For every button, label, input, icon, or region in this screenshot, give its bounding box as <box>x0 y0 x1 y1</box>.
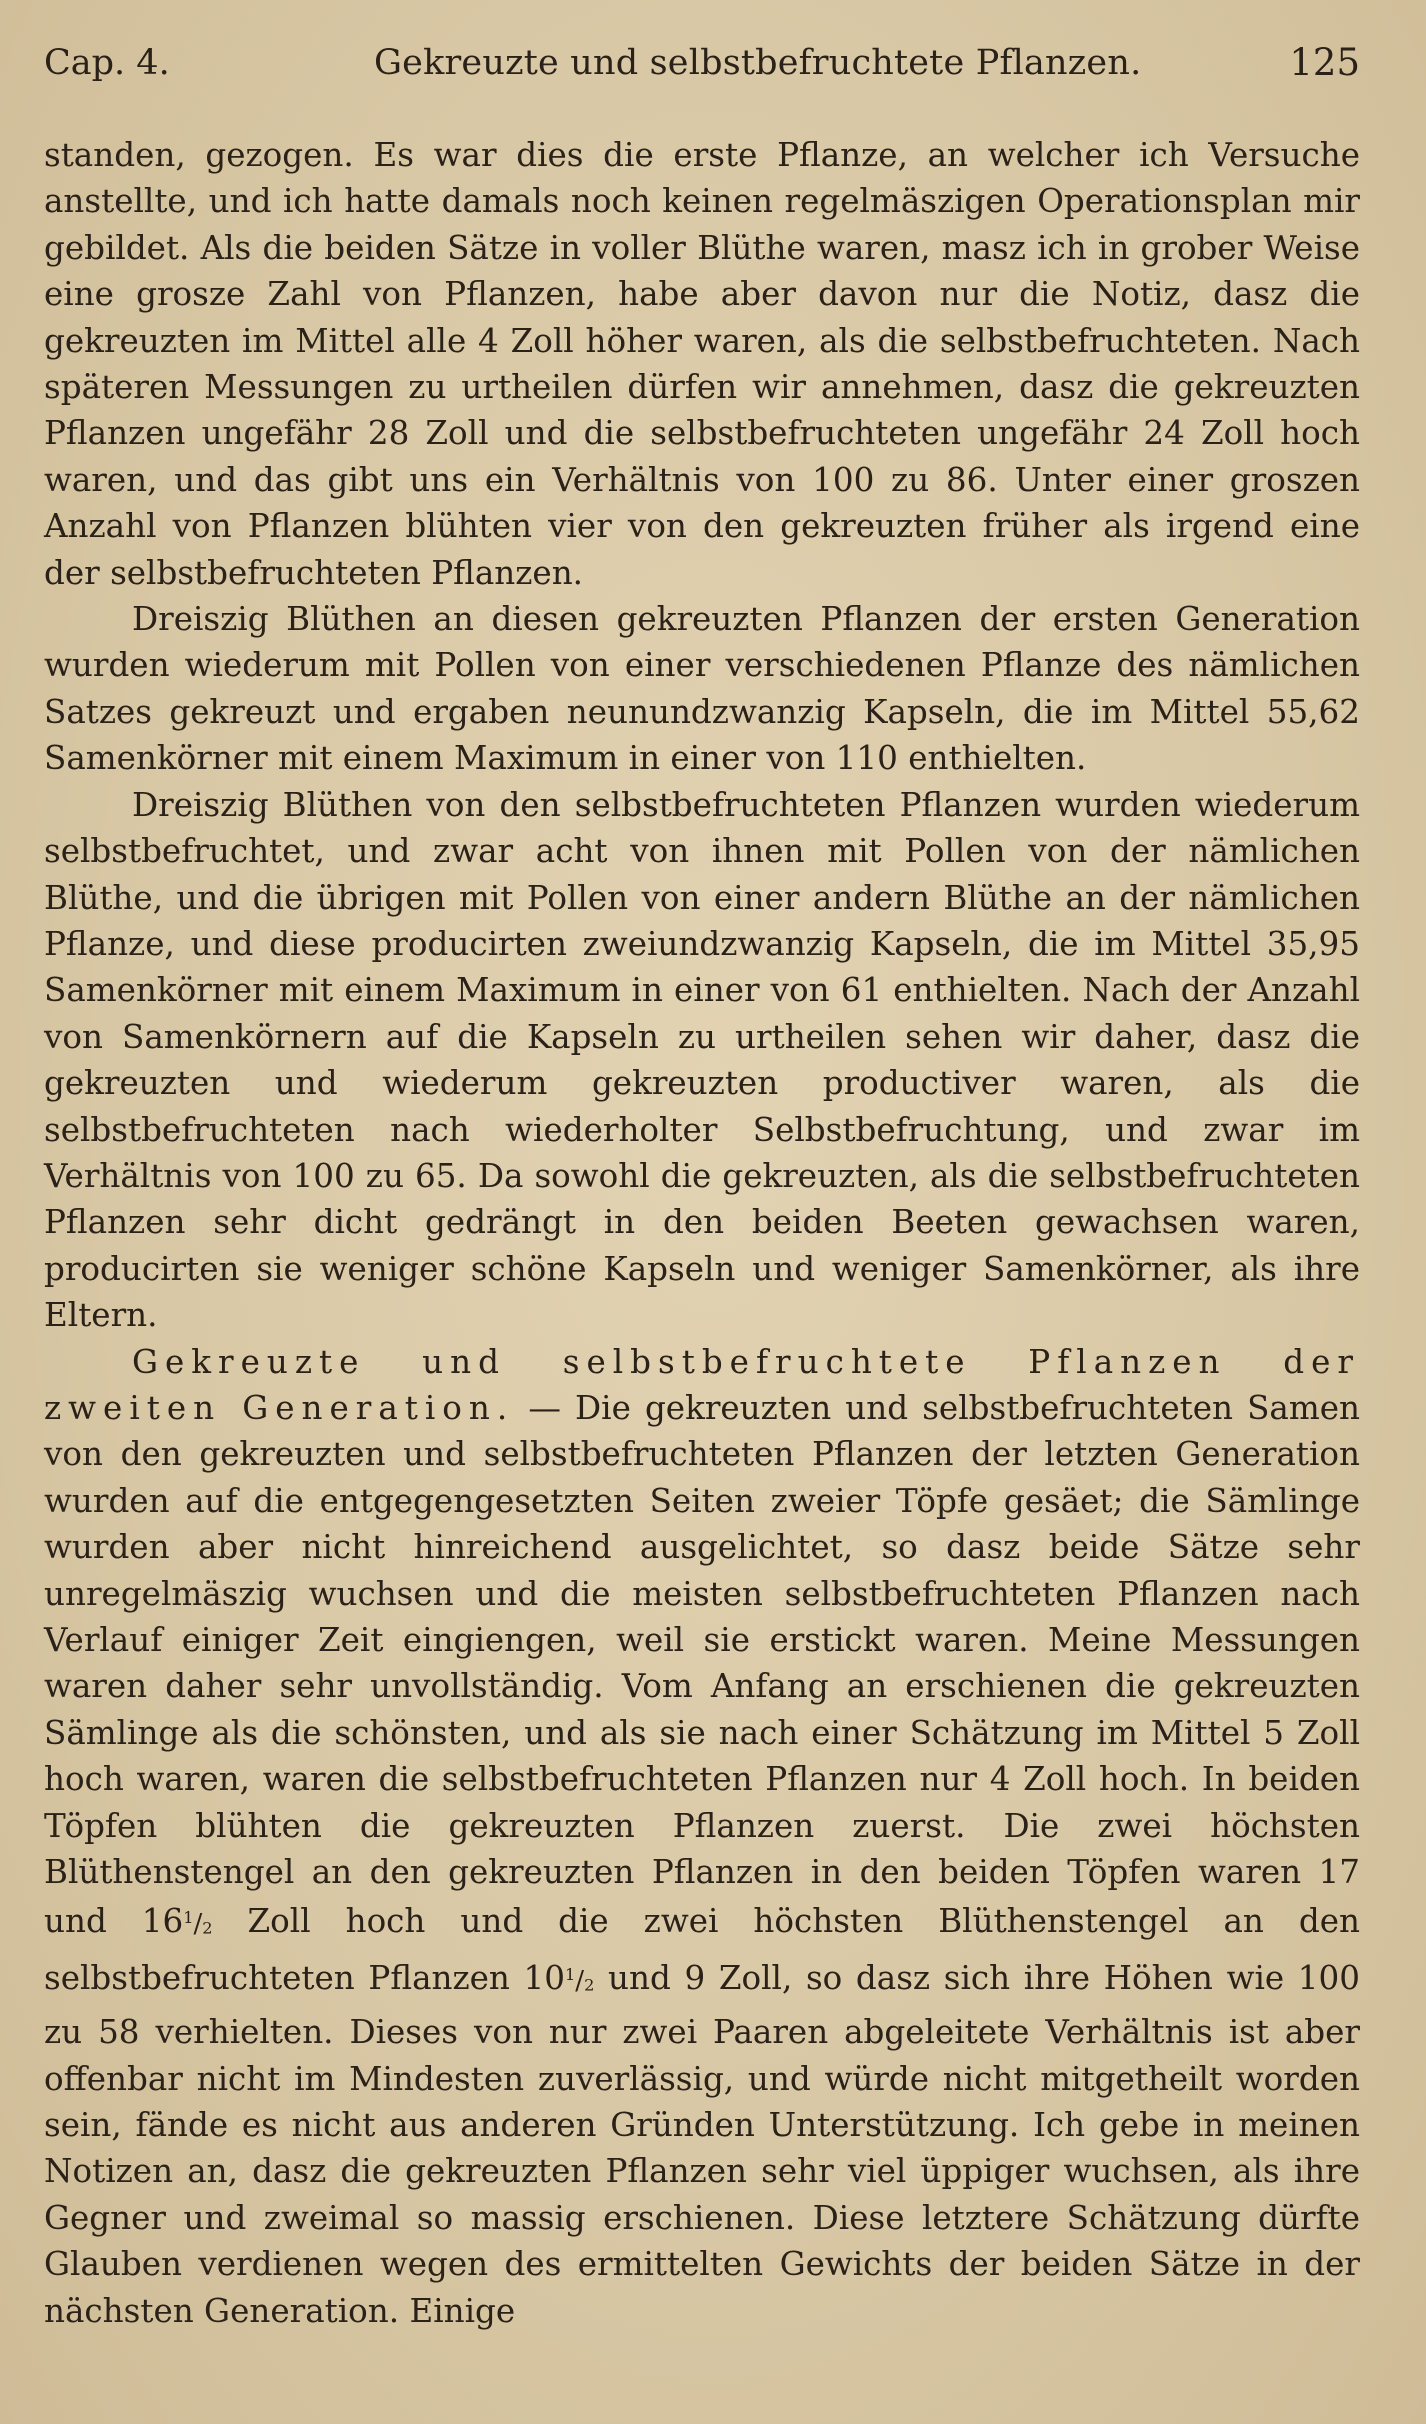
fraction-one-half-b: $^1/_2$ <box>565 1965 595 1997</box>
page-number: 125 <box>1289 41 1360 84</box>
running-title: Gekreuzte und selbstbefruchtete Pflanzen. <box>374 43 1142 83</box>
fraction-b-numerator: 1 <box>565 1965 576 1985</box>
running-header <box>44 38 1360 88</box>
fraction-a-numerator: 1 <box>183 1908 194 1928</box>
fraction-b-denominator: 2 <box>584 1975 595 1995</box>
paragraph-4 <box>44 1339 1360 2335</box>
paragraph-1: standen, gezogen. Es war dies die erste Pflanze, an welcher ich Versuche anstellte, und ich hatte damals noch keinen regelmäszigen Operationsplan mir gebildet. Als die beiden Sätze in voller Blüthe waren, masz ich in grober Weise eine grosze Zahl von Pflanzen, habe aber davon nur die Notiz, dasz die gekreuzten im Mittel alle 4 Zoll höher waren, als die selbstbefruchteten. Nach späteren Messungen zu urtheilen dürfen wir annehmen, dasz die gekreuzten Pflanzen ungefähr 28 Zoll und die selbstbefruchteten ungefähr 24 Zoll hoch waren, und das gibt uns ein Verhältnis von 100 zu 86. Unter einer groszen Anzahl von Pflanzen blühten vier von den gekreuzten früher als irgend eine der selbstbefruchteten Pflanzen. <box>44 136 1360 592</box>
paragraph-4-text-a: — Die gekreuzten und selbstbefruchteten Samen von den gekreuzten und selbstbefruchteten Pflanzen der letzten Generation wurden auf die entgegengesetzten Seiten zweier Töpfe gesäet; die Sämlinge wurden aber nicht hinreichend ausgelichtet, so dasz beide Sätze sehr unregelmäszig wuchsen und die meisten selbstbefruchteten Pflanzen nach Verlauf einiger Zeit eingiengen, weil sie erstickt waren. Meine Messungen waren daher sehr unvollständig. Vom Anfang an erschienen die gekreuzten Sämlinge als die schönsten, und als sie nach einer Schätzung im Mittel 5 Zoll hoch waren, waren die selbstbefruchteten Pflanzen nur 4 Zoll hoch. In beiden Töpfen blühten die gekreuzten Pflanzen zuerst. Die zwei höchsten Blüthenstengel an den gekreuzten Pflanzen in den beiden Töpfen waren 17 und 16 <box>44 1388 1360 1941</box>
chapter-label: Cap. 4. <box>44 43 170 83</box>
paragraph-3: Dreiszig Blüthen von den selbstbefruchteten Pflanzen wurden wiederum selbstbefruchtet, und zwar acht von ihnen mit Pollen von der nämlichen Blüthe, und die übrigen mit Pollen von einer andern Blüthe an der nämlichen Pflanze, und diese producirten zweiundzwanzig Kapseln, die im Mittel 35,95 Samenkörner mit einem Maximum in einer von 61 enthielten. Nach der Anzahl von Samenkörnern auf die Kapseln zu urtheilen sehen wir daher, dasz die gekreuzten und wiederum gekreuzten productiver waren, als die selbstbefruchteten nach wiederholter Selbstbefruchtung, und zwar im Verhältnis von 100 zu 65. Da sowohl die gekreuzten, als die selbstbefruchteten Pflanzen sehr dicht gedrängt in den beiden Beeten gewachsen waren, producirten sie weniger schöne Kapseln und weniger Samenkörner, als ihre Eltern. <box>44 785 1360 1335</box>
body-text <box>44 132 1360 2334</box>
section-heading: Gekreuzte und selbstbefruchtete Pflanzen der zweiten Generation. <box>44 1342 1360 1427</box>
paragraph-4-text-c: und 9 Zoll, so dasz sich ihre Höhen wie 100 zu 58 verhielten. Dieses von nur zwei Paaren abgeleitete Verhältnis ist aber offenbar nicht im Mindesten zuverlässig, und würde nicht mitgetheilt worden sein, fände es nicht aus anderen Gründen Unterstützung. Ich gebe in meinen Notizen an, dasz die gekreuzten Pflanzen sehr viel üppiger wuchsen, als ihre Gegner und zweimal so massig erschienen. Diese letztere Schätzung dürfte Glauben verdienen wegen des ermittelten Gewichts der beiden Sätze in der nächsten Generation. Einige <box>44 1959 1360 2330</box>
fraction-a-denominator: 2 <box>202 1918 213 1938</box>
fraction-one-half-a: $^1/_2$ <box>183 1908 213 1940</box>
paragraph-2: Dreiszig Blüthen an diesen gekreuzten Pflanzen der ersten Generation wurden wiederum mit Pollen von einer verschiedenen Pflanze des nämlichen Satzes gekreuzt und ergaben neunundzwanzig Kapseln, die im Mittel 55,62 Samenkörner mit einem Maximum in einer von 110 enthielten. <box>44 600 1360 778</box>
paragraph-4-text-b: Zoll hoch und die zwei höchsten Blüthenstengel an den selbstbefruchteten Pflanzen 10 <box>44 1902 1360 1998</box>
